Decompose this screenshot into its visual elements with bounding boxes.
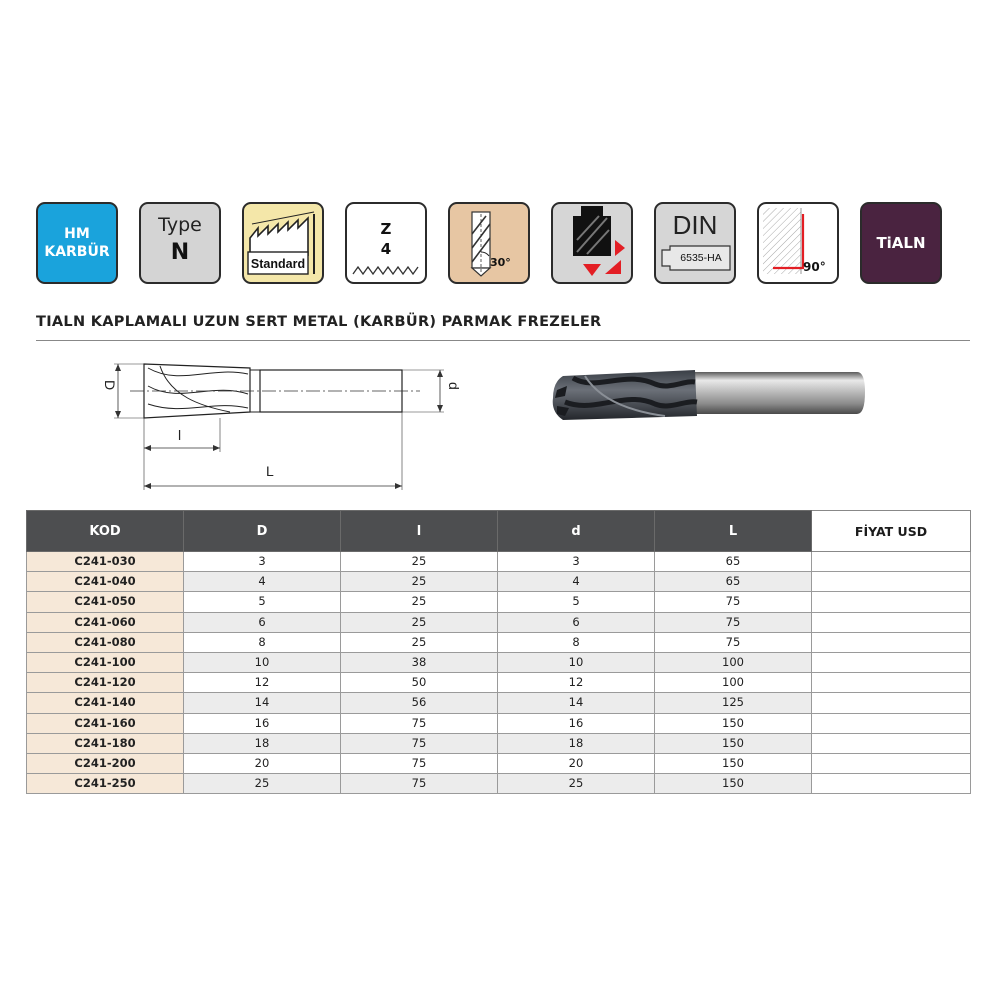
table-row — [27, 713, 971, 733]
cell-price — [812, 733, 971, 753]
hm-label: HM — [64, 226, 90, 242]
cell-kod: C241-050 — [27, 592, 184, 612]
type-label: Type — [158, 214, 202, 236]
cell-l: 25 — [341, 612, 498, 632]
cell-L: 150 — [655, 774, 812, 794]
cell-l: 25 — [341, 572, 498, 592]
cell-d: 3 — [498, 552, 655, 572]
end-mill-photo — [545, 362, 875, 432]
cell-l: 50 — [341, 673, 498, 693]
cell-D: 16 — [184, 713, 341, 733]
cell-d: 6 — [498, 612, 655, 632]
cell-d: 4 — [498, 572, 655, 592]
cell-D: 20 — [184, 753, 341, 773]
cell-D: 10 — [184, 652, 341, 672]
cell-L: 65 — [655, 552, 812, 572]
cell-D: 18 — [184, 733, 341, 753]
cell-L: 75 — [655, 612, 812, 632]
cell-D: 3 — [184, 552, 341, 572]
cell-price — [812, 652, 971, 672]
table-row — [27, 552, 971, 572]
cell-kod: C241-030 — [27, 552, 184, 572]
cell-price — [812, 774, 971, 794]
cell-d: 20 — [498, 753, 655, 773]
angle-label: 30° — [490, 256, 511, 269]
cell-l: 56 — [341, 693, 498, 713]
cell-kod: C241-100 — [27, 652, 184, 672]
cell-kod: C241-040 — [27, 572, 184, 592]
dim-label-l: l — [178, 427, 182, 443]
col-header-kod: KOD — [27, 511, 184, 552]
corner-90-icon — [757, 202, 839, 284]
table-row — [27, 572, 971, 592]
hm-carbide-icon — [36, 202, 118, 284]
cell-D: 8 — [184, 632, 341, 652]
standard-label: Standard — [250, 257, 306, 271]
cell-L: 150 — [655, 753, 812, 773]
table-row — [27, 733, 971, 753]
page-title: TIALN KAPLAMALI UZUN SERT METAL (KARBÜR) PARMAK FREZELER — [36, 314, 602, 330]
z-value: 4 — [380, 240, 392, 258]
type-n-icon — [139, 202, 221, 284]
dim-label-D: D — [102, 380, 118, 391]
cell-price — [812, 753, 971, 773]
standard-icon — [242, 202, 324, 284]
cell-kod: C241-180 — [27, 733, 184, 753]
coating-label: TiALN — [876, 234, 926, 252]
karbur-label: KARBÜR — [44, 244, 110, 260]
cell-d: 14 — [498, 693, 655, 713]
dim-label-L: L — [266, 463, 274, 479]
table-row — [27, 753, 971, 773]
type-value: N — [170, 240, 190, 265]
table-row — [27, 774, 971, 794]
table-row — [27, 632, 971, 652]
cell-D: 5 — [184, 592, 341, 612]
cell-price — [812, 612, 971, 632]
cell-price — [812, 632, 971, 652]
cell-kod: C241-250 — [27, 774, 184, 794]
cell-L: 150 — [655, 733, 812, 753]
cell-kod: C241-160 — [27, 713, 184, 733]
cell-kod: C241-200 — [27, 753, 184, 773]
col-header-d: d — [498, 511, 655, 552]
cell-L: 75 — [655, 632, 812, 652]
dim-label-d: d — [446, 382, 462, 390]
cell-d: 25 — [498, 774, 655, 794]
table-row — [27, 652, 971, 672]
plunge-cut-icon — [551, 202, 633, 284]
col-header-L: L — [655, 511, 812, 552]
cell-l: 75 — [341, 733, 498, 753]
cell-L: 125 — [655, 693, 812, 713]
end-mill-diagram — [100, 356, 460, 496]
din-standard-icon — [654, 202, 736, 284]
cell-d: 18 — [498, 733, 655, 753]
cell-kod: C241-080 — [27, 632, 184, 652]
table-row — [27, 673, 971, 693]
cell-price — [812, 673, 971, 693]
cell-price — [812, 713, 971, 733]
col-header-price: FİYAT USD — [812, 511, 971, 552]
cell-D: 4 — [184, 572, 341, 592]
cell-l: 75 — [341, 753, 498, 773]
feature-icon-row — [36, 202, 946, 288]
table-row — [27, 612, 971, 632]
flutes-z4-icon — [345, 202, 427, 284]
cell-price — [812, 552, 971, 572]
col-header-D: D — [184, 511, 341, 552]
cell-l: 75 — [341, 774, 498, 794]
table-row — [27, 592, 971, 612]
title-divider — [36, 340, 970, 341]
cell-price — [812, 572, 971, 592]
table-row — [27, 693, 971, 713]
cell-d: 10 — [498, 652, 655, 672]
cell-d: 8 — [498, 632, 655, 652]
cell-L: 150 — [655, 713, 812, 733]
cell-price — [812, 592, 971, 612]
cell-d: 12 — [498, 673, 655, 693]
col-header-l: l — [341, 511, 498, 552]
cell-l: 25 — [341, 632, 498, 652]
cell-D: 14 — [184, 693, 341, 713]
cell-L: 65 — [655, 572, 812, 592]
cell-L: 100 — [655, 673, 812, 693]
cell-l: 38 — [341, 652, 498, 672]
cell-D: 12 — [184, 673, 341, 693]
cell-D: 6 — [184, 612, 341, 632]
cell-kod: C241-140 — [27, 693, 184, 713]
cell-kod: C241-120 — [27, 673, 184, 693]
cell-d: 16 — [498, 713, 655, 733]
cell-d: 5 — [498, 592, 655, 612]
helix-angle-icon — [448, 202, 530, 284]
table-header-row — [27, 511, 971, 552]
cell-l: 75 — [341, 713, 498, 733]
cell-L: 100 — [655, 652, 812, 672]
cell-kod: C241-060 — [27, 612, 184, 632]
cell-price — [812, 693, 971, 713]
tialn-coating-icon — [860, 202, 942, 284]
cell-l: 25 — [341, 552, 498, 572]
teeth-icon — [347, 204, 425, 282]
cell-L: 75 — [655, 592, 812, 612]
cell-l: 25 — [341, 592, 498, 612]
cell-D: 25 — [184, 774, 341, 794]
din-code: 6535-HA — [680, 252, 722, 264]
spec-table — [26, 510, 971, 794]
din-label: DIN — [672, 210, 718, 240]
z-label: Z — [380, 220, 392, 238]
corner-angle-label: 90° — [803, 260, 826, 274]
